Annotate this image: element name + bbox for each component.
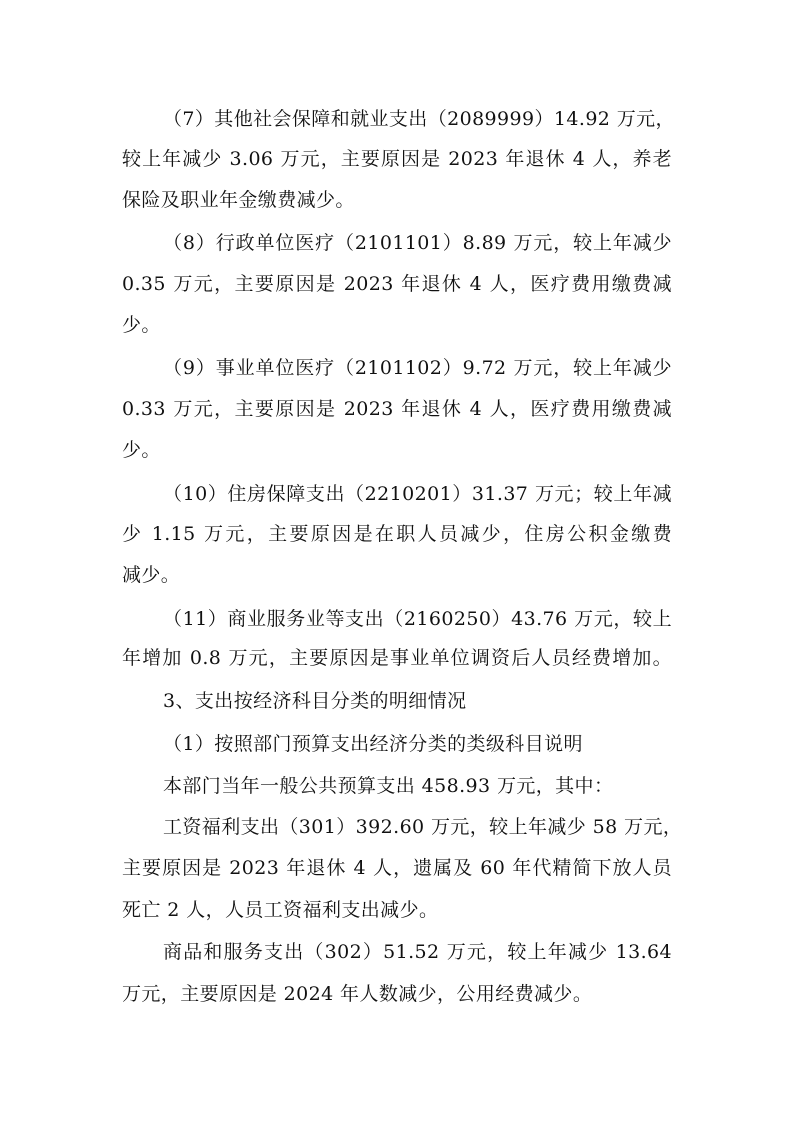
paragraph-9-line-3: 少。 (122, 439, 161, 461)
paragraph-10-line-3: 减少。 (122, 564, 181, 586)
paragraph-9-line-1: （9）事业单位医疗（2101102）9.72 万元，较上年减少 (163, 357, 672, 379)
paragraph-301-line-1: 工资福利支出（301）392.60 万元，较上年减少 58 万元， (163, 816, 683, 838)
paragraph-8-line-3: 少。 (122, 314, 161, 336)
paragraph-302-line-1: 商品和服务支出（302）51.52 万元，较上年减少 13.64 (163, 941, 672, 963)
paragraph-9-line-2: 0.33 万元，主要原因是 2023 年退休 4 人，医疗费用缴费减 (122, 398, 672, 420)
paragraph-302-line-2: 万元，主要原因是 2024 年人数减少，公用经费减少。 (122, 983, 593, 1005)
paragraph-11-line-1: （11）商业服务业等支出（2160250）43.76 万元，较上 (163, 608, 672, 630)
paragraph-10-line-2: 少 1.15 万元，主要原因是在职人员减少，住房公积金缴费 (122, 523, 672, 545)
subsection-heading-1: （1）按照部门预算支出经济分类的类级科目说明 (163, 733, 583, 755)
paragraph-11-line-2: 年增加 0.8 万元，主要原因是事业单位调资后人员经费增加。 (122, 647, 672, 669)
paragraph-7-line-2: 较上年减少 3.06 万元，主要原因是 2023 年退休 4 人，养老 (122, 148, 672, 170)
paragraph-10-line-1: （10）住房保障支出（2210201）31.37 万元；较上年减 (163, 483, 672, 505)
total-expenditure-line: 本部门当年一般公共预算支出 458.93 万元，其中： (163, 775, 614, 797)
paragraph-301-line-3: 死亡 2 人，人员工资福利支出减少。 (122, 899, 439, 921)
paragraph-8-line-2: 0.35 万元，主要原因是 2023 年退休 4 人，医疗费用缴费减 (122, 273, 672, 295)
paragraph-7-line-3: 保险及职业年金缴费减少。 (122, 189, 355, 211)
paragraph-7-line-1: （7）其他社会保障和就业支出（2089999）14.92 万元， (163, 108, 675, 130)
section-heading-3: 3、支出按经济科目分类的明细情况 (163, 690, 467, 712)
paragraph-301-line-2: 主要原因是 2023 年退休 4 人，遗属及 60 年代精简下放人员 (122, 857, 672, 879)
paragraph-8-line-1: （8）行政单位医疗（2101101）8.89 万元，较上年减少 (163, 232, 672, 254)
